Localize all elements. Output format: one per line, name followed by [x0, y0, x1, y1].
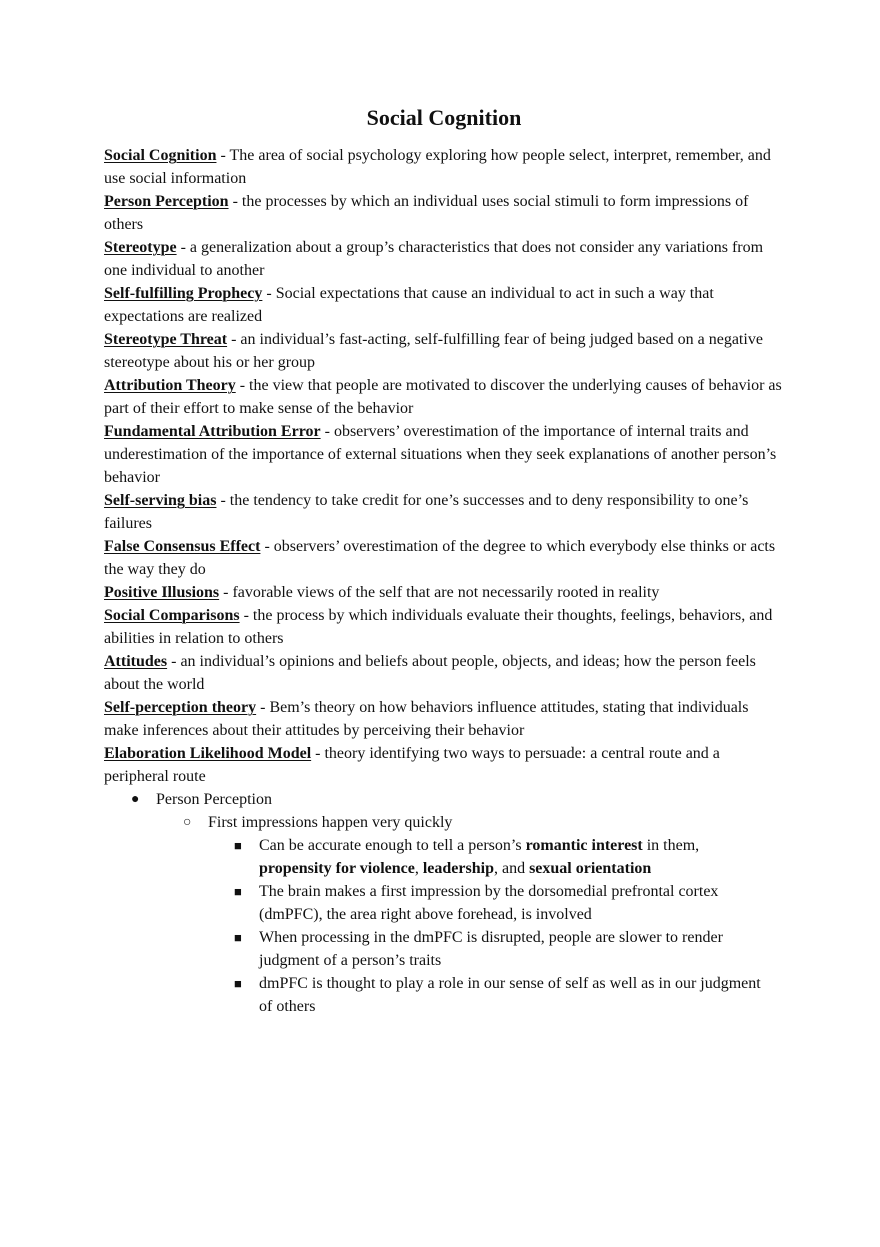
definition-text: the tendency to take credit for one’s successes and to deny responsibility to one’s failures [104, 492, 749, 532]
definition-separator: - [256, 699, 270, 716]
definition-separator: - [228, 193, 242, 210]
outline-keyword: propensity for violence [259, 860, 415, 877]
definition-separator: - [311, 745, 325, 762]
definition-text: Social expectations that cause an individual to act in such a way that expectations are realized [104, 285, 714, 325]
filled-circle-bullet-icon: ● [131, 792, 140, 807]
definition-item [104, 489, 784, 535]
definition-item [104, 581, 784, 604]
outline-keyword: romantic interest [525, 837, 643, 854]
definition-separator: - [167, 653, 181, 670]
definition-text: the processes by which an individual uses social stimuli to form impressions of others [104, 193, 749, 233]
definition-separator: - [227, 331, 241, 348]
definition-term: Social Comparisons [104, 607, 240, 624]
definition-item [104, 742, 784, 788]
outline-keyword: sexual orientation [529, 860, 652, 877]
definition-item [104, 282, 784, 328]
definition-term: Attitudes [104, 653, 168, 670]
outline-level2-item [104, 811, 784, 834]
definition-separator: - [219, 584, 233, 601]
definitions-list [104, 144, 784, 788]
square-bullet-icon: ■ [234, 930, 242, 945]
definition-term: Social Cognition [104, 147, 217, 164]
outline-level3-item [104, 972, 784, 1018]
definition-text: an individual’s fast-acting, self-fulfilling fear of being judged based on a negative stereotype about his or her group [104, 331, 763, 371]
definition-term: Person Perception [104, 193, 229, 210]
outline-text: Can be accurate enough to tell a person’s [259, 837, 526, 854]
definition-term: False Consensus Effect [104, 538, 261, 555]
outline-keyword: leadership [422, 860, 494, 877]
definition-separator: - [235, 377, 250, 394]
outline-text: dmPFC is thought to play a role in our sense of self as well as in our judgment of others [259, 975, 761, 1015]
definition-text: observers’ overestimation of the importance of internal traits and underestimation of the importance of external situations when they seek explanations of another person’s behavior [104, 423, 777, 486]
outline-text: in them, [642, 837, 700, 854]
definition-item [104, 604, 784, 650]
definition-text: an individual’s opinions and beliefs about people, objects, and ideas; how the person feels about the world [104, 653, 756, 693]
definition-separator: - [176, 239, 190, 256]
definition-item [104, 190, 784, 236]
definition-item [104, 420, 784, 489]
definition-text: observers’ overestimation of the degree to which everybody else thinks or acts the way they do [104, 538, 776, 578]
outline-level2-text: First impressions happen very quickly [208, 814, 453, 831]
outline-text: When processing in the dmPFC is disrupted, people are slower to render judgment of a person’s traits [259, 929, 723, 969]
square-bullet-icon: ■ [234, 838, 242, 853]
definition-item [104, 236, 784, 282]
definition-item [104, 328, 784, 374]
definition-term: Self-fulfilling Prophecy [104, 285, 263, 302]
outline-text: , [414, 860, 423, 877]
definition-text: the process by which individuals evaluate their thoughts, feelings, behaviors, and abilities in relation to others [104, 607, 773, 647]
hollow-circle-bullet-icon: ○ [183, 815, 192, 830]
outline-level3-item [104, 880, 784, 926]
document-page [104, 104, 784, 1018]
definition-text: The area of social psychology exploring how people select, interpret, remember, and use social information [104, 147, 771, 187]
definition-text: theory identifying two ways to persuade: a central route and a peripheral route [104, 745, 720, 785]
definition-separator: - [216, 147, 230, 164]
square-bullet-icon: ■ [234, 976, 242, 991]
definition-term: Self-perception theory [104, 699, 257, 716]
definition-text: favorable views of the self that are not necessarily rooted in reality [232, 584, 660, 601]
square-bullet-icon: ■ [234, 884, 242, 899]
definition-separator: - [320, 423, 334, 440]
outline-level1-text: Person Perception [156, 791, 272, 808]
definition-item [104, 535, 784, 581]
definition-separator: - [262, 285, 276, 302]
outline-level3-item [104, 926, 784, 972]
outline-text: The brain makes a first impression by the dorsomedial prefrontal cortex (dmPFC), the area right above forehead, is involved [259, 883, 719, 923]
outline-text: , and [493, 860, 530, 877]
page-title: Social Cognition [366, 105, 522, 130]
definition-term: Attribution Theory [104, 377, 236, 394]
outline-notes [104, 788, 784, 1018]
outline-level3-item [104, 834, 784, 880]
definition-separator: - [260, 538, 274, 555]
definition-term: Stereotype Threat [104, 331, 228, 348]
outline-level1-item [104, 788, 784, 811]
definition-separator: - [239, 607, 253, 624]
definition-item [104, 696, 784, 742]
definition-term: Positive Illusions [104, 584, 220, 601]
definition-separator: - [216, 492, 230, 509]
definition-item [104, 650, 784, 696]
definition-term: Stereotype [104, 239, 177, 256]
definition-item [104, 374, 784, 420]
definition-term: Fundamental Attribution Error [104, 423, 321, 440]
definition-item [104, 144, 784, 190]
definition-text: the view that people are motivated to discover the underlying causes of behavior as part of their effort to make sense of the behavior [104, 377, 782, 417]
definition-term: Self-serving bias [104, 492, 217, 509]
definition-text: a generalization about a group’s characteristics that does not consider any variations from one individual to another [104, 239, 764, 279]
definition-term: Elaboration Likelihood Model [104, 745, 312, 762]
definition-text: Bem’s theory on how behaviors influence attitudes, stating that individuals make inferences about their attitudes by perceiving their behavior [104, 699, 749, 739]
